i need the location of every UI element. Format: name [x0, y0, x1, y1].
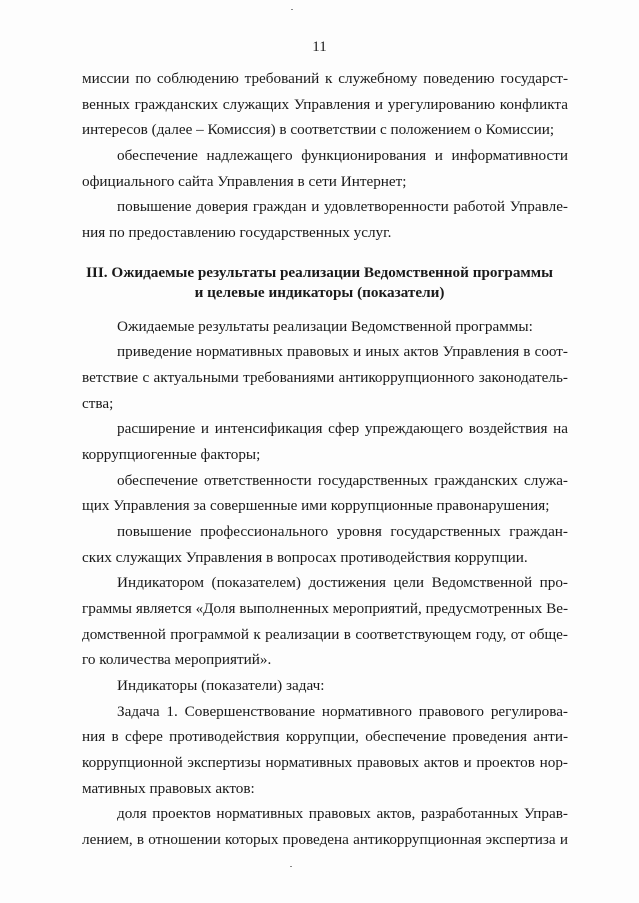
- text-line: доля проектов нормативных правовых актов, разработанных Управ-: [117, 805, 568, 822]
- text-line: венных гражданских служащих Управления и урегулированию конфликта: [82, 96, 568, 113]
- text-line: официального сайта Управления в сети Интернет;: [82, 173, 407, 190]
- text-line: повышение доверия граждан и удовлетворенности работой Управле-: [117, 198, 568, 215]
- text-line: домственной программой к реализации в соответствующем году, от обще-: [82, 626, 568, 643]
- text-line: ния по предоставлению государственных услуг.: [82, 224, 392, 241]
- text-line: коррупционной экспертизы нормативных правовых актов и проектов нор-: [82, 754, 568, 771]
- scan-speck: [290, 866, 292, 867]
- text-line: обеспечение надлежащего функционирования и информативности: [117, 147, 568, 164]
- text-line: расширение и интенсификация сфер упреждающего воздействия на: [117, 420, 568, 437]
- text-line: повышение профессионального уровня государственных граждан-: [117, 523, 568, 540]
- text-line: ства;: [82, 395, 114, 412]
- text-line: миссии по соблюдению требований к служебному поведению государст-: [82, 70, 568, 87]
- text-line: коррупциогенные факторы;: [82, 446, 261, 463]
- text-line: обеспечение ответственности государственных гражданских служа-: [117, 472, 568, 489]
- text-line: мативных правовых актов:: [82, 780, 255, 797]
- text-line: ветствие с актуальными требованиями антикоррупционного законодатель-: [82, 369, 568, 386]
- text-line: интересов (далее – Комиссия) в соответствии с положением о Комиссии;: [82, 121, 555, 138]
- text-line: Индикатором (показателем) достижения цели Ведомственной про-: [117, 574, 568, 591]
- section-heading: III. Ожидаемые результаты реализации Ведомственной программы: [86, 264, 553, 281]
- text-line: Индикаторы (показатели) задач:: [117, 677, 325, 694]
- text-line: лением, в отношении которых проведена антикоррупционная экспертиза и: [82, 831, 568, 848]
- text-line: ния в сфере противодействия коррупции, обеспечение проведения анти-: [82, 728, 568, 745]
- text-line: ских служащих Управления в вопросах противодействия коррупции.: [82, 549, 528, 566]
- text-line: граммы является «Доля выполненных мероприятий, предусмотренных Ве-: [82, 600, 568, 617]
- section-heading: и целевые индикаторы (показатели): [194, 284, 445, 301]
- text-line: го количества мероприятий».: [82, 651, 272, 668]
- text-line: Ожидаемые результаты реализации Ведомственной программы:: [117, 318, 533, 335]
- text-line: Задача 1. Совершенствование нормативного правового регулирова-: [117, 703, 568, 720]
- text-line: щих Управления за совершенные ими коррупционные правонарушения;: [82, 497, 550, 514]
- scan-speck: [291, 9, 293, 10]
- text-line: приведение нормативных правовых и иных актов Управления в соот-: [117, 343, 568, 360]
- page-number: 11: [312, 39, 327, 55]
